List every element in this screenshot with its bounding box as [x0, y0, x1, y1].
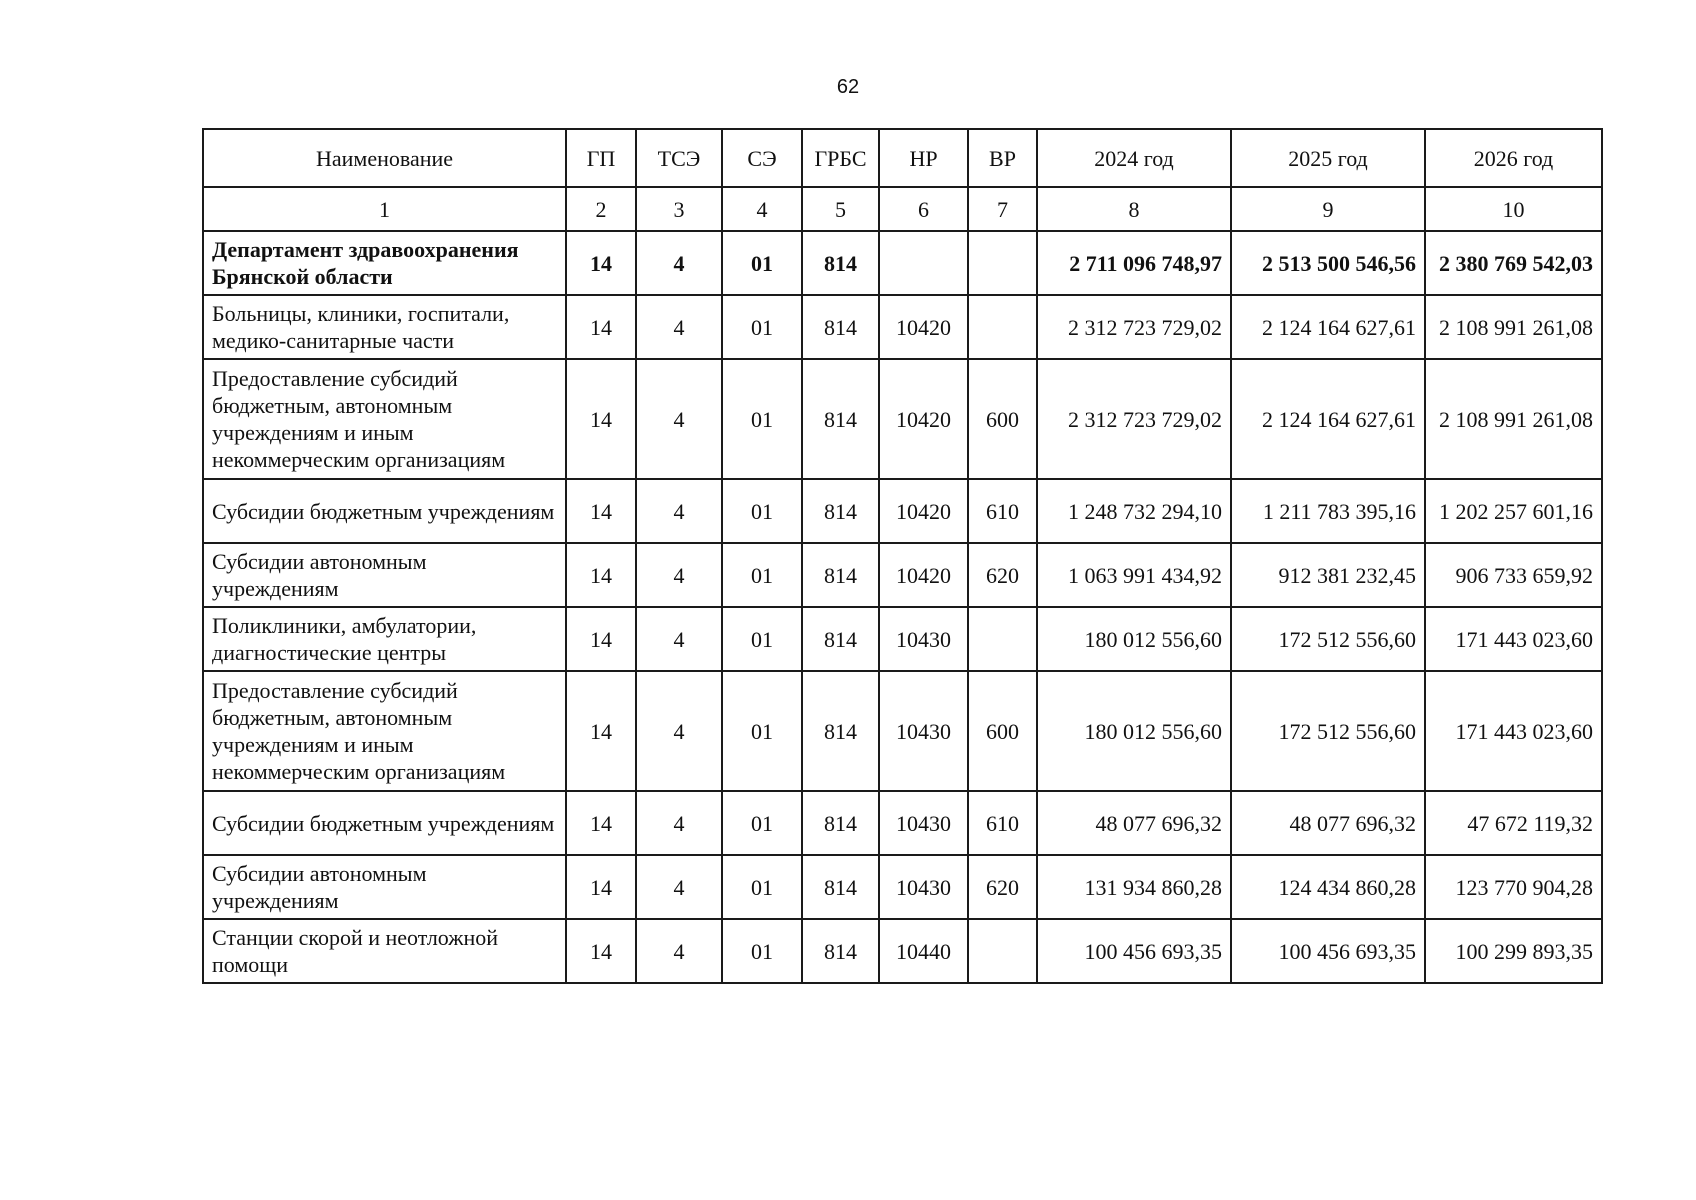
column-number: 6 — [879, 187, 968, 231]
cell-grbs: 814 — [802, 231, 879, 295]
cell-grbs: 814 — [802, 855, 879, 919]
table-row — [203, 607, 1602, 671]
column-number: 5 — [802, 187, 879, 231]
cell-name: Больницы, клиники, госпитали, медико-санитарные части — [203, 295, 566, 359]
cell-se: 01 — [722, 671, 802, 791]
header-2024: 2024 год — [1037, 129, 1231, 187]
cell-2026: 47 672 119,32 — [1425, 791, 1602, 855]
header-name: Наименование — [203, 129, 566, 187]
page-number: 62 — [836, 76, 860, 98]
cell-gp: 14 — [566, 479, 636, 543]
cell-name: Департамент здравоохранения Брянской области — [203, 231, 566, 295]
cell-tse: 4 — [636, 919, 722, 983]
cell-vr — [968, 231, 1037, 295]
cell-grbs: 814 — [802, 479, 879, 543]
cell-2026: 171 443 023,60 — [1425, 671, 1602, 791]
cell-2026: 1 202 257 601,16 — [1425, 479, 1602, 543]
cell-nr: 10420 — [879, 479, 968, 543]
cell-vr: 610 — [968, 791, 1037, 855]
cell-tse: 4 — [636, 607, 722, 671]
cell-vr — [968, 295, 1037, 359]
cell-2026: 906 733 659,92 — [1425, 543, 1602, 607]
table-row — [203, 791, 1602, 855]
column-number: 9 — [1231, 187, 1425, 231]
table-row — [203, 855, 1602, 919]
cell-nr: 10430 — [879, 791, 968, 855]
column-number: 10 — [1425, 187, 1602, 231]
cell-name: Субсидии бюджетным учреждениям — [203, 791, 566, 855]
cell-se: 01 — [722, 359, 802, 479]
table-row — [203, 919, 1602, 983]
cell-gp: 14 — [566, 543, 636, 607]
column-number: 1 — [203, 187, 566, 231]
cell-2024: 1 063 991 434,92 — [1037, 543, 1231, 607]
cell-tse: 4 — [636, 479, 722, 543]
cell-2026: 2 380 769 542,03 — [1425, 231, 1602, 295]
cell-vr: 600 — [968, 359, 1037, 479]
cell-2025: 1 211 783 395,16 — [1231, 479, 1425, 543]
cell-2024: 180 012 556,60 — [1037, 671, 1231, 791]
cell-gp: 14 — [566, 671, 636, 791]
header-2025: 2025 год — [1231, 129, 1425, 187]
cell-gp: 14 — [566, 791, 636, 855]
cell-vr: 610 — [968, 479, 1037, 543]
cell-grbs: 814 — [802, 919, 879, 983]
cell-2025: 172 512 556,60 — [1231, 607, 1425, 671]
column-number: 2 — [566, 187, 636, 231]
cell-gp: 14 — [566, 607, 636, 671]
header-2026: 2026 год — [1425, 129, 1602, 187]
cell-se: 01 — [722, 791, 802, 855]
cell-name: Субсидии автономным учреждениям — [203, 543, 566, 607]
cell-name: Станции скорой и неотложной помощи — [203, 919, 566, 983]
cell-vr — [968, 607, 1037, 671]
header-gp: ГП — [566, 129, 636, 187]
cell-se: 01 — [722, 855, 802, 919]
table-row — [203, 479, 1602, 543]
cell-2024: 180 012 556,60 — [1037, 607, 1231, 671]
cell-se: 01 — [722, 919, 802, 983]
cell-nr: 10440 — [879, 919, 968, 983]
header-nr: НР — [879, 129, 968, 187]
cell-2026: 171 443 023,60 — [1425, 607, 1602, 671]
header-row — [203, 129, 1602, 187]
table-row — [203, 671, 1602, 791]
cell-name: Предоставление субсидий бюджетным, автономным учреждениям и иным некоммерческим организациям — [203, 671, 566, 791]
column-number: 3 — [636, 187, 722, 231]
cell-vr: 620 — [968, 855, 1037, 919]
header-vr: ВР — [968, 129, 1037, 187]
cell-2024: 100 456 693,35 — [1037, 919, 1231, 983]
cell-vr: 600 — [968, 671, 1037, 791]
cell-tse: 4 — [636, 295, 722, 359]
cell-grbs: 814 — [802, 791, 879, 855]
cell-2026: 2 108 991 261,08 — [1425, 295, 1602, 359]
budget-table — [202, 128, 1603, 984]
cell-nr: 10430 — [879, 607, 968, 671]
table-row — [203, 543, 1602, 607]
cell-nr: 10420 — [879, 543, 968, 607]
cell-2025: 100 456 693,35 — [1231, 919, 1425, 983]
cell-2026: 123 770 904,28 — [1425, 855, 1602, 919]
cell-se: 01 — [722, 479, 802, 543]
cell-grbs: 814 — [802, 543, 879, 607]
cell-tse: 4 — [636, 855, 722, 919]
cell-2024: 2 711 096 748,97 — [1037, 231, 1231, 295]
cell-gp: 14 — [566, 919, 636, 983]
column-number: 4 — [722, 187, 802, 231]
table-body — [203, 231, 1602, 983]
header-se: СЭ — [722, 129, 802, 187]
cell-nr: 10430 — [879, 855, 968, 919]
cell-nr: 10430 — [879, 671, 968, 791]
table-row — [203, 231, 1602, 295]
cell-grbs: 814 — [802, 295, 879, 359]
cell-grbs: 814 — [802, 359, 879, 479]
cell-2025: 2 124 164 627,61 — [1231, 359, 1425, 479]
cell-tse: 4 — [636, 791, 722, 855]
cell-grbs: 814 — [802, 607, 879, 671]
column-number: 7 — [968, 187, 1037, 231]
cell-2024: 2 312 723 729,02 — [1037, 359, 1231, 479]
cell-name: Предоставление субсидий бюджетным, автономным учреждениям и иным некоммерческим организациям — [203, 359, 566, 479]
cell-gp: 14 — [566, 359, 636, 479]
header-grbs: ГРБС — [802, 129, 879, 187]
header-tse: ТСЭ — [636, 129, 722, 187]
cell-grbs: 814 — [802, 671, 879, 791]
cell-tse: 4 — [636, 359, 722, 479]
cell-gp: 14 — [566, 295, 636, 359]
cell-2025: 48 077 696,32 — [1231, 791, 1425, 855]
column-number: 8 — [1037, 187, 1231, 231]
cell-2024: 1 248 732 294,10 — [1037, 479, 1231, 543]
cell-2026: 2 108 991 261,08 — [1425, 359, 1602, 479]
column-number-row — [203, 187, 1602, 231]
cell-2025: 912 381 232,45 — [1231, 543, 1425, 607]
cell-2025: 2 124 164 627,61 — [1231, 295, 1425, 359]
cell-name: Поликлиники, амбулатории, диагностические центры — [203, 607, 566, 671]
cell-2024: 2 312 723 729,02 — [1037, 295, 1231, 359]
cell-vr: 620 — [968, 543, 1037, 607]
cell-gp: 14 — [566, 855, 636, 919]
table-row — [203, 359, 1602, 479]
cell-se: 01 — [722, 607, 802, 671]
cell-2025: 172 512 556,60 — [1231, 671, 1425, 791]
cell-tse: 4 — [636, 671, 722, 791]
cell-2025: 2 513 500 546,56 — [1231, 231, 1425, 295]
cell-nr: 10420 — [879, 359, 968, 479]
cell-2024: 131 934 860,28 — [1037, 855, 1231, 919]
cell-name: Субсидии автономным учреждениям — [203, 855, 566, 919]
cell-se: 01 — [722, 295, 802, 359]
table-row — [203, 295, 1602, 359]
cell-2026: 100 299 893,35 — [1425, 919, 1602, 983]
cell-2024: 48 077 696,32 — [1037, 791, 1231, 855]
cell-tse: 4 — [636, 231, 722, 295]
cell-tse: 4 — [636, 543, 722, 607]
cell-2025: 124 434 860,28 — [1231, 855, 1425, 919]
cell-nr — [879, 231, 968, 295]
cell-vr — [968, 919, 1037, 983]
cell-name: Субсидии бюджетным учреждениям — [203, 479, 566, 543]
cell-se: 01 — [722, 231, 802, 295]
cell-gp: 14 — [566, 231, 636, 295]
cell-se: 01 — [722, 543, 802, 607]
cell-nr: 10420 — [879, 295, 968, 359]
